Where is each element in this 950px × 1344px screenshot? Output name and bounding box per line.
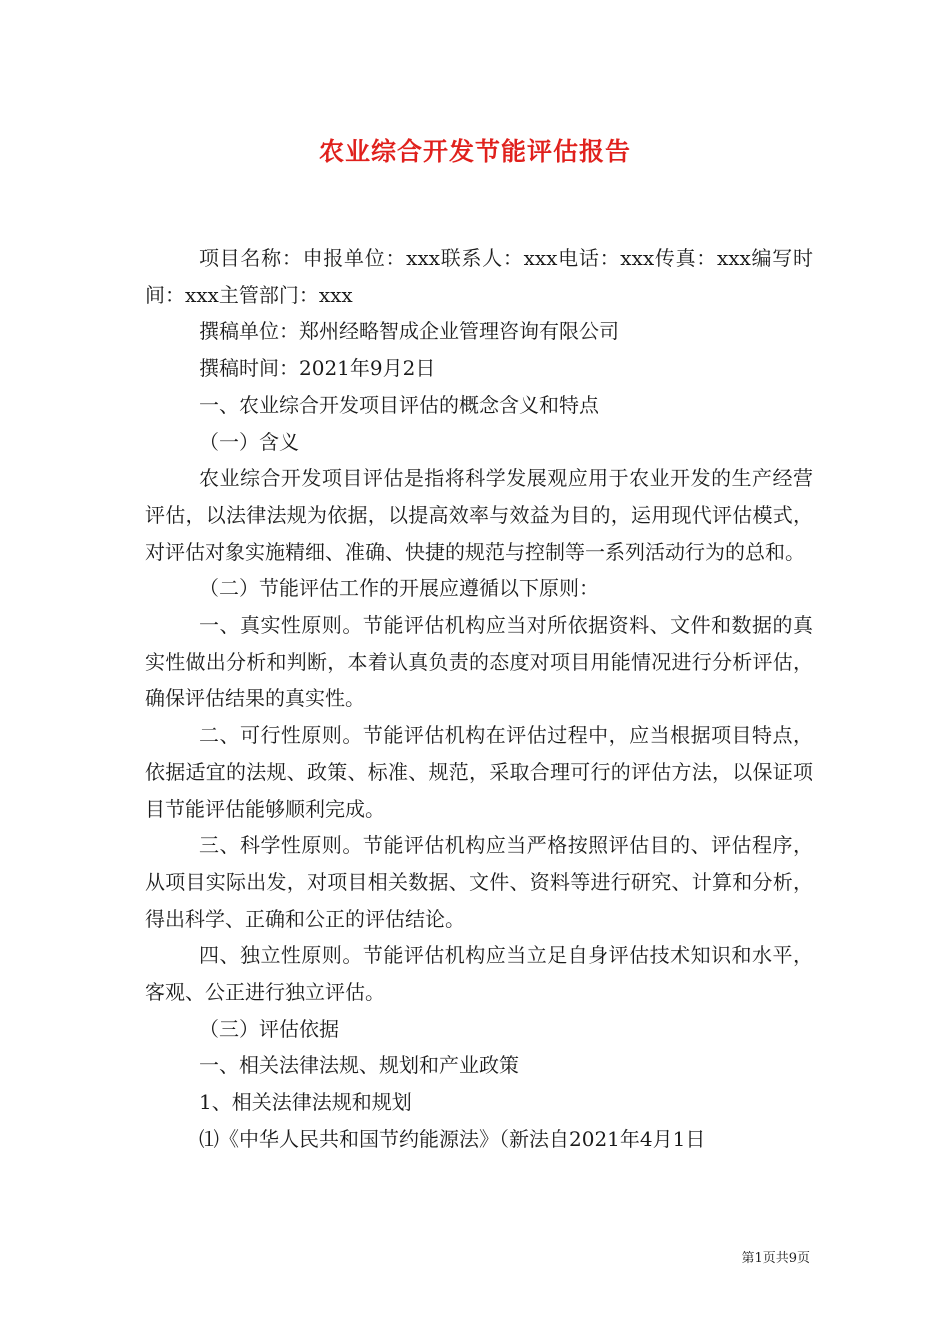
subsection-heading: （一）含义	[199, 429, 299, 454]
body-paragraph: 四、独立性原则。节能评估机构应当立足自身评估技术知识和水平，客观、公正进行独立评估。	[145, 943, 813, 1005]
project-info-paragraph: 项目名称：申报单位：xxx联系人：xxx电话：xxx传真：xxx编写时间：xxx主管部门：xxx	[145, 246, 813, 307]
body-paragraph: 二、可行性原则。节能评估机构在评估过程中，应当根据项目特点，依据适宜的法规、政策、标准、规范，采取合理可行的评估方法，以保证项目节能评估能够顺利完成。	[145, 723, 813, 821]
section-heading: 一、农业综合开发项目评估的概念含义和特点	[199, 392, 599, 417]
page-number-footer: 第1页共9页	[741, 1251, 810, 1266]
subsection-heading: （三）评估依据	[199, 1016, 339, 1041]
document-title: 农业综合开发节能评估报告	[318, 137, 631, 166]
section-heading: 一、相关法律法规、规划和产业政策	[199, 1053, 519, 1078]
body-paragraph: 一、真实性原则。节能评估机构应当对所依据资料、文件和数据的真实性做出分析和判断，本着认真负责的态度对项目用能情况进行分析评估，确保评估结果的真实性。	[145, 613, 813, 711]
body-paragraph: 农业综合开发项目评估是指将科学发展观应用于农业开发的生产经营评估，以法律法规为依据，以提高效率与效益为目的，运用现代评估模式，对评估对象实施精细、准确、快捷的规范与控制等一系列活动行为的总和。	[145, 466, 813, 564]
list-heading: 1、相关法律法规和规划	[199, 1090, 412, 1115]
subsection-heading: （二）节能评估工作的开展应遵循以下原则：	[199, 576, 599, 601]
body-paragraph: 三、科学性原则。节能评估机构应当严格按照评估目的、评估程序，从项目实际出发，对项目相关数据、文件、资料等进行研究、计算和分析，得出科学、正确和公正的评估结论。	[145, 833, 813, 931]
drafting-unit-paragraph: 撰稿单位：郑州经略智成企业管理咨询有限公司	[199, 319, 619, 344]
drafting-date-paragraph: 撰稿时间：2021年9月2日	[199, 356, 436, 381]
list-item: ⑴《中华人民共和国节约能源法》（新法自2021年4月1日	[199, 1126, 706, 1151]
document-body	[145, 240, 813, 1158]
